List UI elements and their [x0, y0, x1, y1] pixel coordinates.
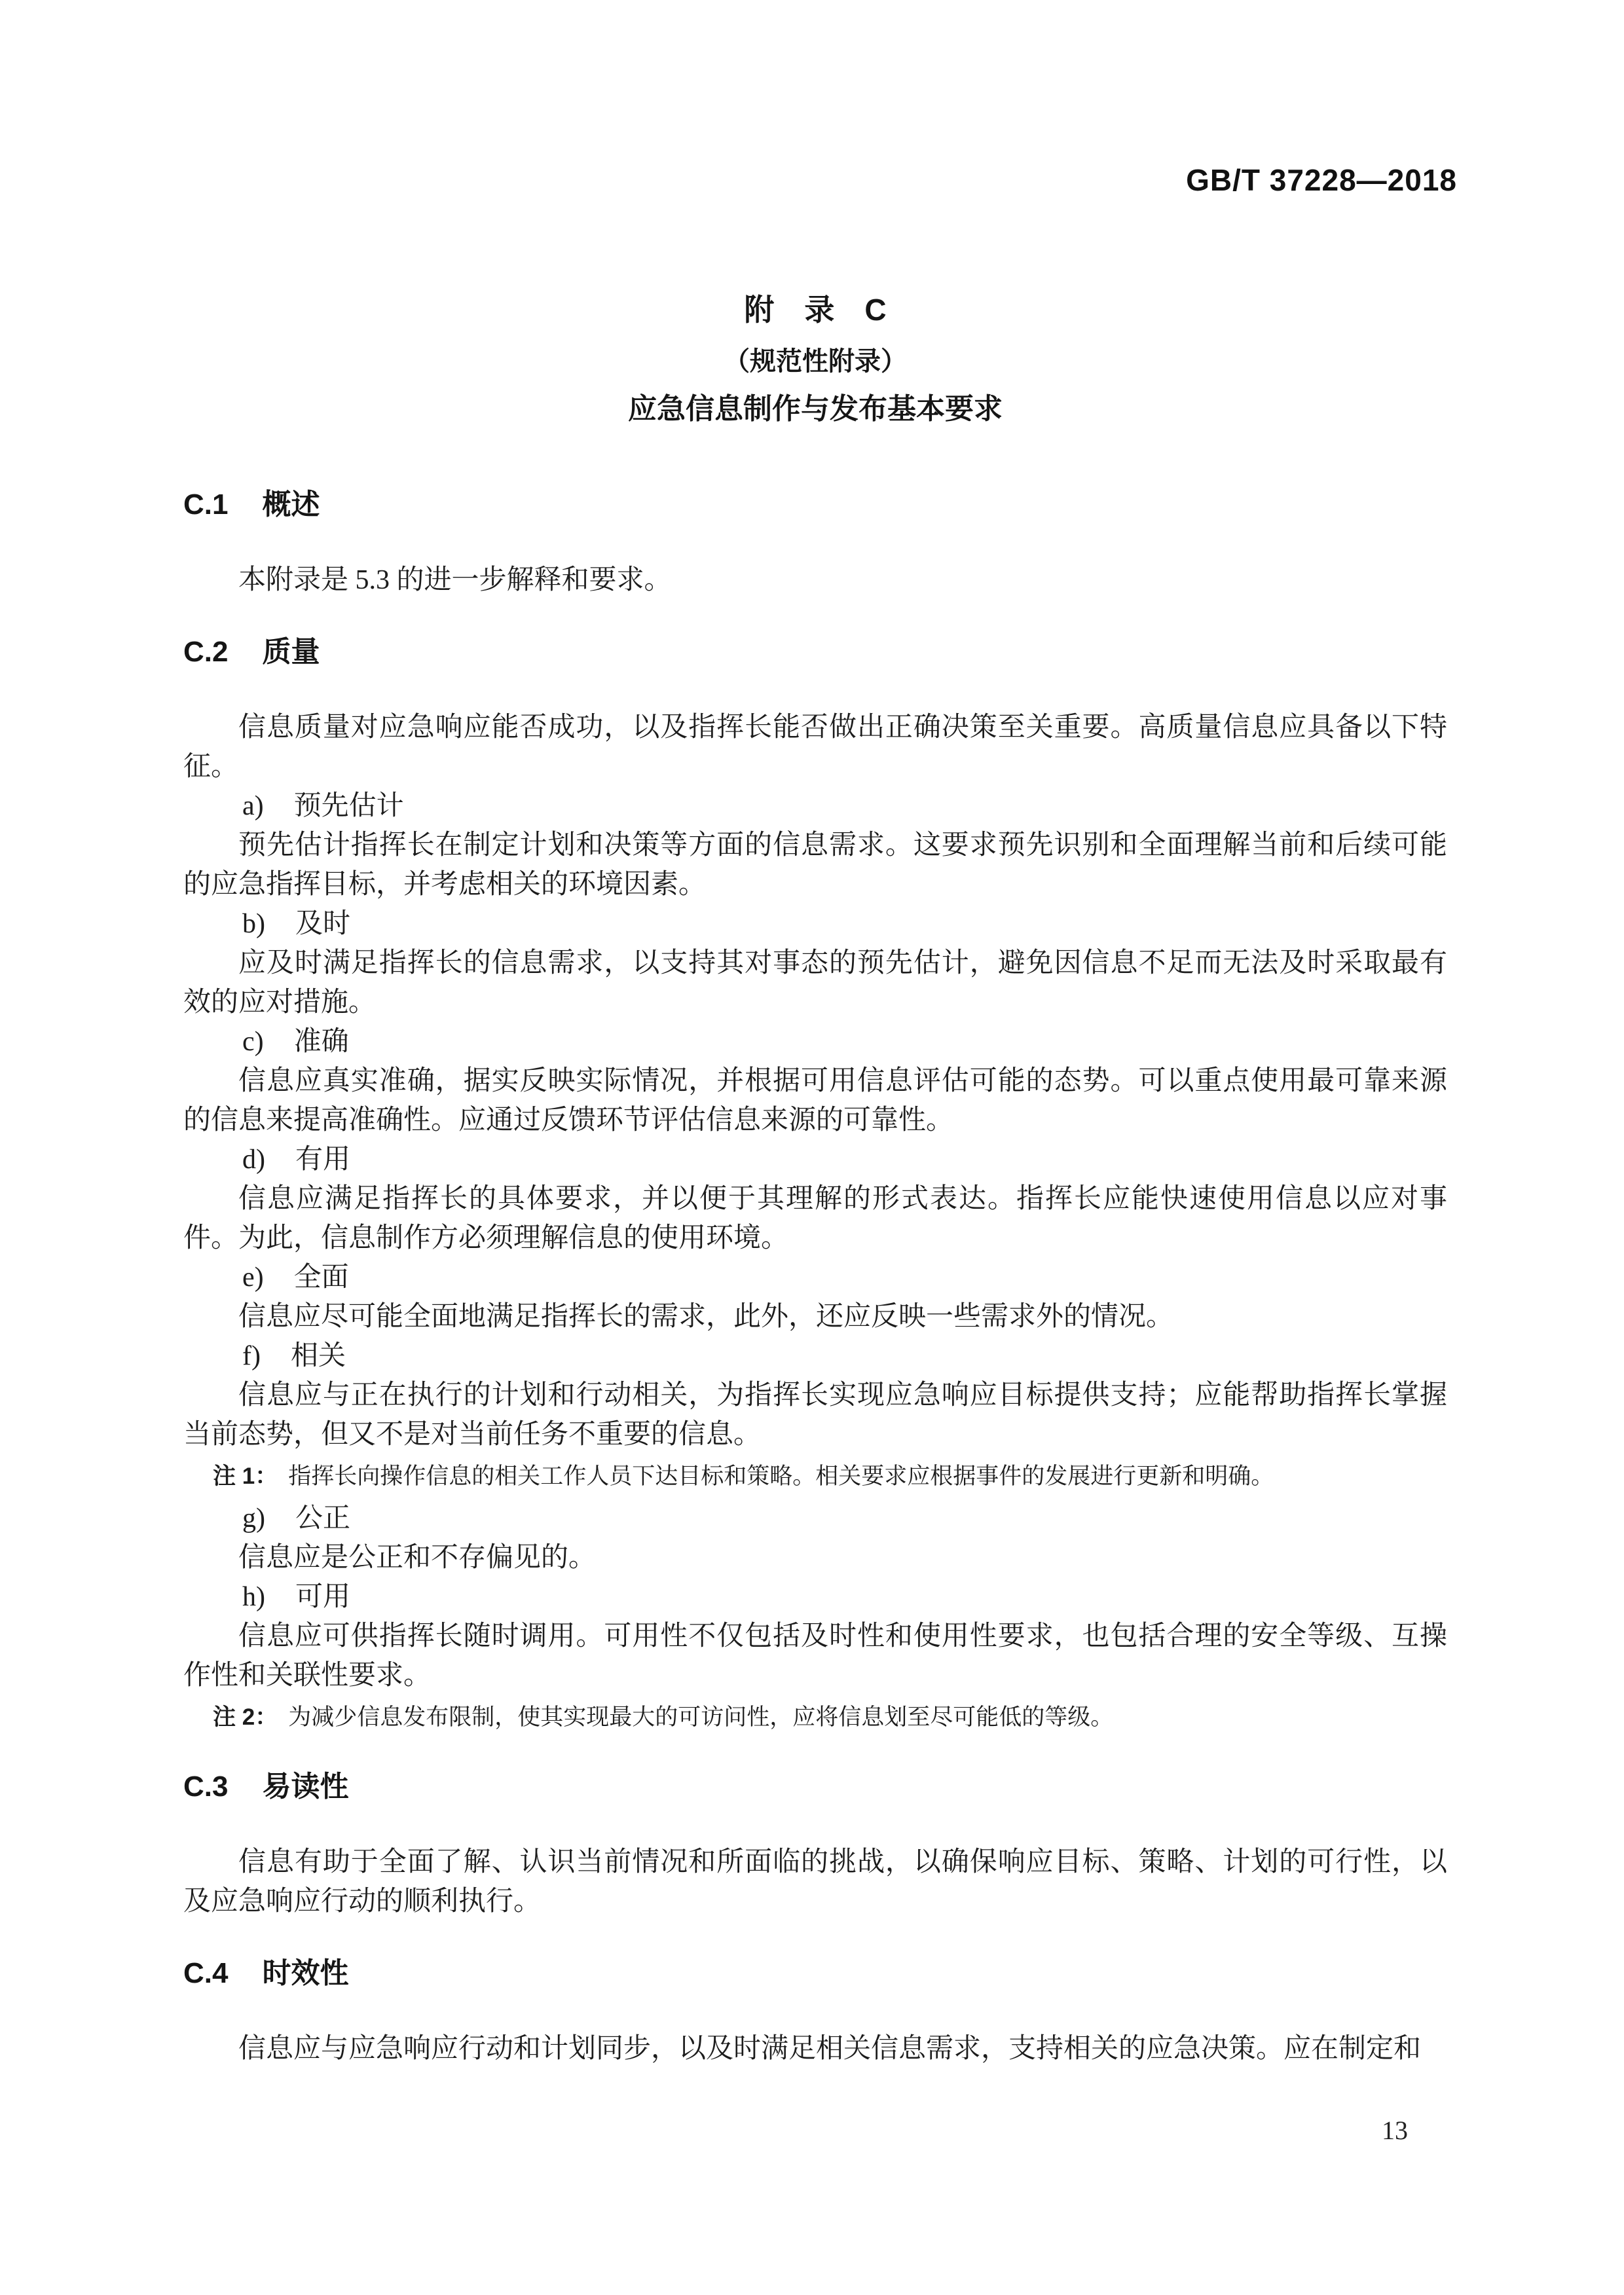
section-number: C.1 [183, 488, 229, 521]
list-item-term: 全面 [293, 1262, 349, 1293]
note-1 [213, 1460, 1447, 1494]
paragraph: 信息有助于全面了解、认识当前情况和所面临的挑战，以确保响应目标、策略、计划的可行性，以及应急响应行动的顺利执行。 [183, 1847, 1447, 1917]
note-2 [213, 1700, 1447, 1735]
section-title: 时效性 [262, 1957, 349, 1989]
note-label: 注 1： [213, 1463, 278, 1489]
paragraph: 信息应真实准确，据实反映实际情况，并根据可用信息评估可能的态势。可以重点使用最可靠来源的信息来提高准确性。应通过反馈环节评估信息来源的可靠性。 [183, 1066, 1447, 1135]
paragraph: 信息应是公正和不存偏见的。 [238, 1543, 597, 1573]
list-item-term: 有用 [295, 1145, 351, 1175]
section-heading-c3 [183, 1767, 1447, 1807]
list-item-d [242, 1140, 1447, 1179]
section-heading-c2 [183, 633, 1447, 672]
paragraph: 本附录是 5.3 的进一步解释和要求。 [238, 565, 672, 595]
note-text: 为减少信息发布限制，使其实现最大的可访问性，应将信息划至尽可能低的等级。 [288, 1704, 1114, 1730]
list-item-f [242, 1336, 1447, 1376]
paragraph: 信息质量对应急响应能否成功，以及指挥长能否做出正确决策至关重要。高质量信息应具备以下特征。 [183, 712, 1447, 782]
paragraph: 信息应尽可能全面地满足指挥长的需求，此外，还应反映一些需求外的情况。 [238, 1302, 1174, 1332]
list-item-label: e) [242, 1262, 264, 1293]
list-item-h [242, 1577, 1447, 1617]
appendix-type: （规范性附录） [724, 347, 907, 376]
section-title: 易读性 [262, 1771, 349, 1803]
list-item-e [242, 1258, 1447, 1297]
list-item-label: g) [242, 1503, 265, 1533]
list-item-label: a) [242, 791, 264, 821]
list-item-g [242, 1499, 1447, 1538]
list-item-term: 可用 [295, 1582, 351, 1612]
section-title: 概述 [262, 488, 320, 521]
paragraph: 信息应与正在执行的计划和行动相关，为指挥长实现应急响应目标提供支持；应能帮助指挥长掌握当前态势，但又不是对当前任务不重要的信息。 [183, 1380, 1447, 1450]
appendix-subject: 应急信息制作与发布基本要求 [628, 393, 1003, 425]
list-item-term: 预先估计 [293, 791, 404, 821]
section-heading-c1 [183, 485, 1447, 524]
paragraph: 信息应满足指挥长的具体要求，并以便于其理解的形式表达。指挥长应能快速使用信息以应对事件。为此，信息制作方必须理解信息的使用环境。 [183, 1184, 1447, 1253]
list-item-term: 准确 [293, 1027, 349, 1057]
note-label: 注 2： [213, 1704, 278, 1730]
section-number: C.4 [183, 1957, 229, 1989]
list-item-label: d) [242, 1145, 265, 1175]
paragraph: 预先估计指挥长在制定计划和决策等方面的信息需求。这要求预先识别和全面理解当前和后续可能的应急指挥目标，并考虑相关的环境因素。 [183, 830, 1447, 900]
section-number: C.2 [183, 636, 229, 668]
list-item-label: f) [242, 1341, 261, 1371]
appendix-title-block [183, 288, 1447, 430]
note-text: 指挥长向操作信息的相关工作人员下达目标和策略。相关要求应根据事件的发展进行更新和明确。 [288, 1463, 1274, 1489]
list-item-c [242, 1022, 1447, 1061]
list-item-a [242, 786, 1447, 826]
list-item-label: b) [242, 909, 265, 939]
standard-number-header: GB/T 37228—2018 [1186, 163, 1457, 197]
section-number: C.3 [183, 1771, 229, 1803]
paragraph: 信息应可供指挥长随时调用。可用性不仅包括及时性和使用性要求，也包括合理的安全等级、互操作性和关联性要求。 [183, 1621, 1447, 1691]
list-item-label: h) [242, 1582, 265, 1612]
section-title: 质量 [262, 636, 320, 668]
list-item-label: c) [242, 1027, 264, 1057]
page-number: 13 [1382, 2116, 1408, 2145]
appendix-title: 附 录 C [744, 293, 887, 327]
paragraph: 应及时满足指挥长的信息需求，以支持其对事态的预先估计，避免因信息不足而无法及时采取最有效的应对措施。 [183, 948, 1447, 1018]
paragraph: 信息应与应急响应行动和计划同步，以及时满足相关信息需求，支持相关的应急决策。应在制定和 [238, 2034, 1422, 2064]
section-heading-c4 [183, 1954, 1447, 1993]
list-item-term: 相关 [290, 1341, 346, 1371]
list-item-b [242, 904, 1447, 944]
list-item-term: 及时 [295, 909, 351, 939]
list-item-term: 公正 [295, 1503, 351, 1533]
